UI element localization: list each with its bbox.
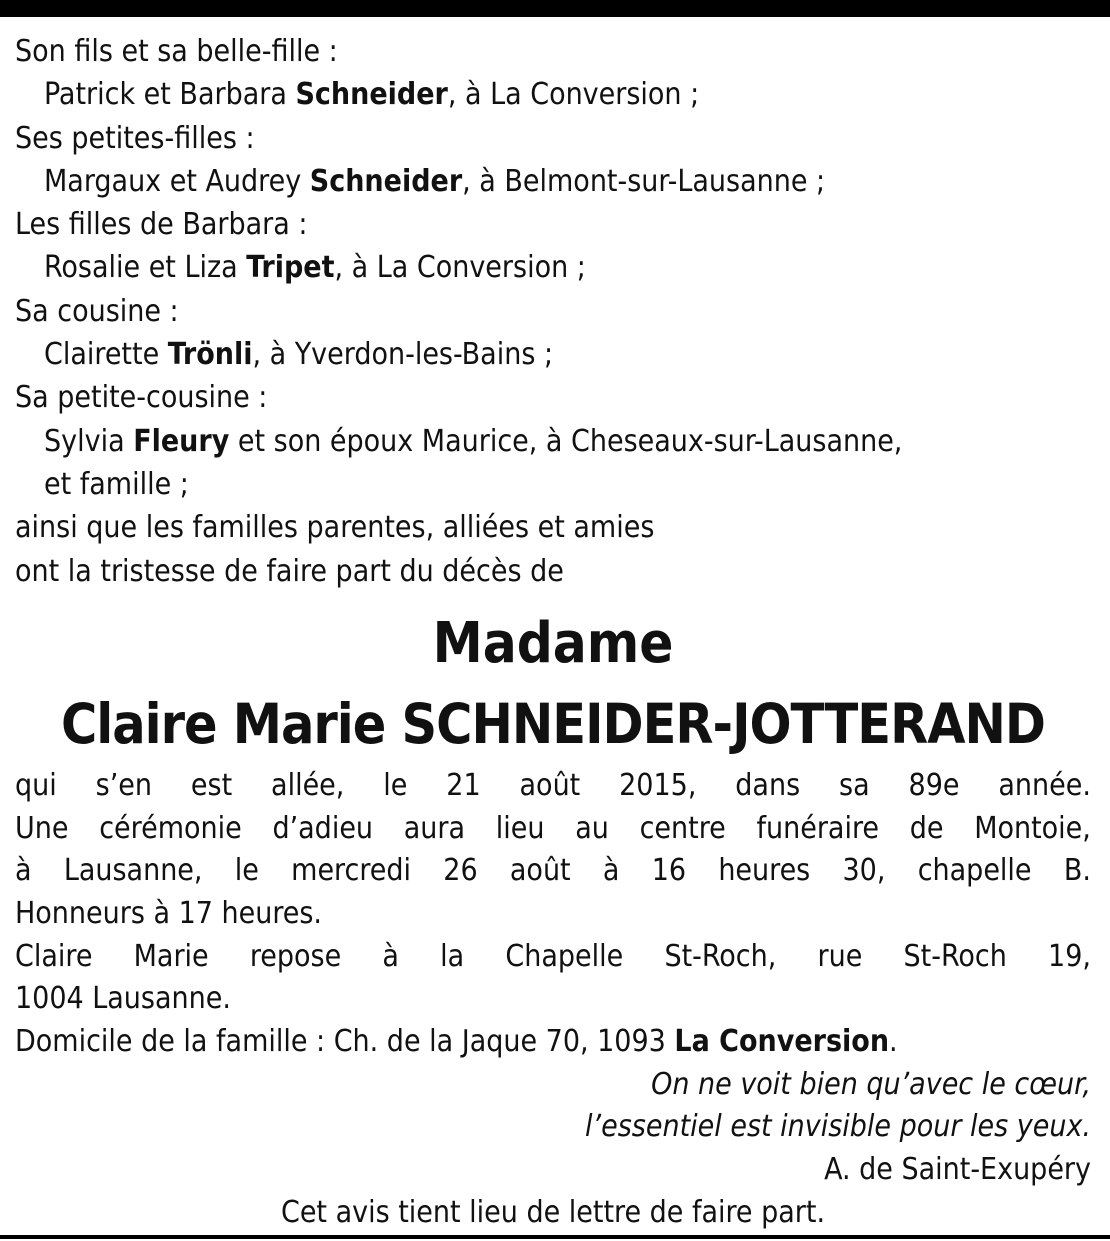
word: qui — [15, 767, 57, 803]
word: le — [234, 853, 259, 889]
family-member-line: Margaux et Audrey Schneider, à Belmont-sur-Lausanne ; — [44, 163, 826, 199]
intro-line: ont la tristesse de faire part du décès de — [15, 553, 564, 589]
word: 30, — [842, 853, 886, 889]
family-heading-second-cousin: Sa petite-cousine : — [15, 380, 268, 416]
bottom-rule — [0, 1235, 1110, 1239]
top-rule — [0, 0, 1110, 17]
family-surname: Schneider — [309, 163, 463, 199]
word: B. — [1063, 853, 1091, 889]
word: août — [519, 767, 581, 803]
word: sa — [839, 767, 870, 803]
family-heading-granddaughters: Ses petites-filles : — [15, 120, 255, 156]
family-member-line: Clairette Trönli, à Yverdon-les-Bains ; — [44, 337, 554, 373]
word: dans — [735, 767, 801, 803]
domicile-place: La Conversion — [674, 1024, 890, 1060]
family-surname: Trönli — [167, 337, 253, 373]
word: Marie — [133, 938, 209, 974]
quote-line: l’essentiel est invisible pour les yeux. — [585, 1109, 1091, 1145]
word: centre — [639, 810, 726, 846]
word: Chapelle — [505, 938, 624, 974]
word: 26 — [443, 853, 478, 889]
family-surname: Fleury — [133, 423, 230, 459]
word: 89e — [908, 767, 960, 803]
rest-paragraph — [15, 936, 1091, 1021]
intro-line: ainsi que les familles parentes, alliées et amies — [15, 510, 655, 546]
footer-note: Cet avis tient lieu de lettre de faire part. — [280, 1194, 826, 1230]
word: lieu — [495, 810, 545, 846]
word: aura — [403, 810, 466, 846]
ceremony-paragraph — [15, 765, 1091, 936]
quote-line: On ne voit bien qu’avec le cœur, — [651, 1066, 1091, 1102]
word: au — [575, 810, 609, 846]
family-surname: Tripet — [246, 250, 335, 286]
family-section — [15, 30, 1091, 506]
word: est — [190, 767, 233, 803]
word: 19, — [1048, 938, 1091, 974]
word: août — [509, 853, 571, 889]
word: année. — [998, 767, 1091, 803]
paragraph-last-line: Honneurs à 17 heures. — [15, 895, 322, 931]
word: Montoie, — [974, 810, 1091, 846]
domicile-paragraph — [15, 1021, 1091, 1064]
word: cérémonie — [99, 810, 242, 846]
family-member-line: Rosalie et Liza Tripet, à La Conversion ; — [44, 250, 586, 286]
word: 2015, — [619, 767, 697, 803]
word: Claire — [15, 938, 93, 974]
family-heading-son: Son fils et sa belle-fille : — [15, 34, 338, 69]
word: s’en — [95, 767, 152, 803]
paragraph-last-line: 1004 Lausanne. — [15, 981, 231, 1017]
word: mercredi — [291, 853, 412, 889]
word: le — [383, 767, 408, 803]
word: à — [382, 938, 399, 974]
deceased-name: Claire Marie SCHNEIDER-JOTTERAND — [60, 691, 1046, 756]
justified-line — [15, 808, 1091, 851]
justified-line — [15, 850, 1091, 893]
word: repose — [249, 938, 342, 974]
word: St-Roch, — [664, 938, 777, 974]
word: 21 — [446, 767, 481, 803]
domicile-line: Domicile de la famille : Ch. de la Jaque 70, 1093 La Conversion. — [15, 1024, 898, 1060]
justified-line — [15, 936, 1091, 979]
word: Une — [15, 810, 69, 846]
justified-line — [15, 765, 1091, 808]
word: la — [440, 938, 465, 974]
word: St-Roch — [903, 938, 1007, 974]
word: rue — [817, 938, 863, 974]
family-member-line: Sylvia Fleury et son époux Maurice, à Cheseaux-sur-Lausanne, — [44, 423, 903, 459]
word: Lausanne, — [63, 853, 203, 889]
word: d’adieu — [272, 810, 374, 846]
word: 16 — [651, 853, 687, 889]
word: chapelle — [917, 853, 1032, 889]
family-surname: Schneider — [295, 77, 448, 113]
family-member-line: Patrick et Barbara Schneider, à La Conversion ; — [44, 77, 700, 113]
family-member-line: et famille ; — [44, 466, 189, 502]
title-salutation: Madame — [432, 610, 674, 676]
word: funéraire — [756, 810, 879, 846]
word: à — [602, 853, 620, 889]
word: heures — [718, 853, 811, 889]
word: à — [15, 853, 32, 889]
word: de — [909, 810, 944, 846]
family-heading-cousin: Sa cousine : — [15, 293, 179, 329]
word: allée, — [271, 767, 345, 803]
quote-author: A. de Saint-Exupéry — [824, 1152, 1091, 1188]
death-notice — [15, 30, 1091, 1234]
family-heading-daughters-of-barbara: Les filles de Barbara : — [15, 207, 308, 243]
